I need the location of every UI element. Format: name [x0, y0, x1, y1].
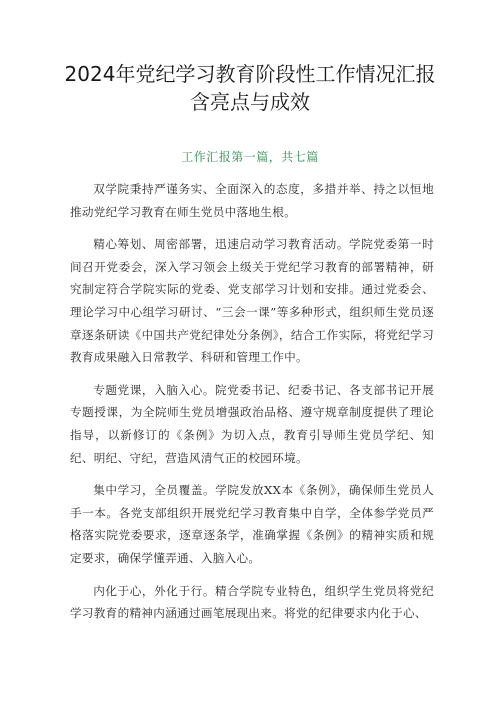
document-body: [70, 178, 434, 635]
document-title: [40, 60, 460, 116]
paragraph: 内化于心，外化于行。精合学院专业特色，组织学生党员将党纪学习教育的精神内涵通过画笔展现出来。将党的纪律要求内化于心、: [70, 583, 434, 621]
paragraph: 精心筹划、周密部署，迅速启动学习教育活动。学院党委第一时间召开党委会，深入学习领会上级关于党纪学习教育的部署精神，研究制定符合学院实际的党委、党支部学习计划和安排。通过党委会、理论学习中心组学习研讨、“三会一课”等多种形式，组织师生党员逐章逐条研读《中国共产党纪律处分条例》，结合工作实际，将党纪学习教育成果融入日常教学、科研和管理工作中。: [70, 237, 434, 365]
title-line-2: 含亮点与成效: [190, 90, 310, 114]
document-subtitle: 工作汇报第一篇，共七篇: [181, 150, 319, 164]
paragraph: 双学院秉持严谨务实、全面深入的态度，多措并举、持之以恒地推动党纪学习教育在师生党员中落地生根。: [70, 182, 434, 219]
paragraph: 集中学习，全员覆盖。学院发放XX本《条例》，确保师生党员人手一本。各党支部组织开展党纪学习教育集中自学，全体参学党员严格落实院党委要求，逐章逐条学，准确掌握《条例》的精神实质和规定要求，确保学懂弄通、入脑入心。: [70, 483, 434, 565]
title-line-1: 2024年党纪学习教育阶段性工作情况汇报: [64, 62, 436, 86]
paragraph: 专题党课，入脑入心。院党委书记、纪委书记、各支部书记开展专题授课，为全院师生党员增强政治品格、遵守规章制度提供了理论指导，以新修订的《条例》为切入点，教育引导师生党员学纪、知纪、明纪、守纪，营造风清气正的校园环境。: [70, 382, 434, 465]
